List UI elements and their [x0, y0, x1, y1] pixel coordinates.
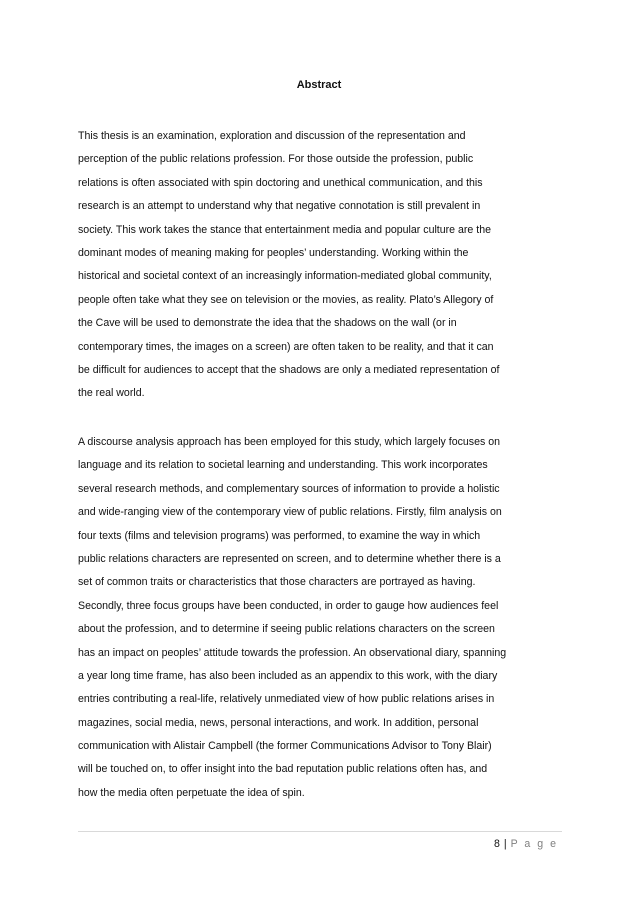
text-line: relations is often associated with spin doctoring and unethical communication, and this: [78, 176, 483, 189]
text-line: the real world.: [78, 387, 145, 400]
page-footer: [494, 836, 558, 852]
text-line: language and its relation to societal learning and understanding. This work incorporates: [78, 459, 488, 472]
text-line: perception of the public relations profession. For those outside the profession, public: [78, 153, 474, 166]
text-line: public relations characters are represented on screen, and to determine whether there is a: [78, 552, 501, 565]
text-line: contemporary times, the images on a screen) are often taken to be reality, and that it can: [78, 340, 494, 353]
text-line: about the profession, and to determine if seeing public relations characters on the screen: [78, 623, 495, 636]
text-line: historical and societal context of an increasingly information-mediated global community,: [78, 270, 492, 283]
text-line: This thesis is an examination, exploration and discussion of the representation and: [78, 130, 466, 142]
text-line: communication with Alistair Campbell (the former Communications Advisor to Tony Blair): [78, 740, 492, 753]
text-line: people often take what they see on television or the movies, as reality. Plato’s Allegory of: [78, 293, 494, 306]
text-line: research is an attempt to understand why that negative connotation is still prevalent in: [78, 200, 481, 213]
text-line: the Cave will be used to demonstrate the idea that the shadows on the wall (or in: [78, 317, 457, 330]
text-line: how the media often perpetuate the idea of spin.: [78, 786, 305, 799]
text-line: society. This work takes the stance that entertainment media and popular culture are the: [78, 223, 491, 236]
paragraph-1: [78, 125, 568, 406]
text-line: magazines, social media, news, personal interactions, and work. In addition, personal: [78, 716, 479, 729]
text-line: Secondly, three focus groups have been conducted, in order to gauge how audiences feel: [78, 599, 499, 612]
text-line: and wide-ranging view of the contemporary view of public relations. Firstly, film analysis on: [78, 506, 502, 519]
text-line: several research methods, and complementary sources of information to provide a holistic: [78, 482, 500, 495]
text-line: will be touched on, to offer insight into the bad reputation public relations often has, and: [78, 763, 488, 776]
page-label: P a g e: [510, 838, 558, 850]
page-number: 8: [493, 838, 500, 850]
text-line: A discourse analysis approach has been employed for this study, which largely focuses on: [78, 436, 501, 448]
abstract-heading: Abstract: [296, 79, 342, 91]
text-line: entries contributing a real-life, relatively unmediated view of how public relations arises in: [78, 693, 495, 706]
paragraph-2: [78, 431, 568, 805]
text-line: a year long time frame, has also been included as an appendix to this work, with the diary: [78, 669, 498, 682]
text-line: be difficult for audiences to accept that the shadows are only a mediated representation of: [78, 363, 500, 376]
footer-separator: |: [503, 838, 507, 850]
text-line: dominant modes of meaning making for peoples’ understanding. Working within the: [78, 246, 469, 259]
text-line: set of common traits or characteristics that those characters are portrayed as having.: [78, 576, 476, 589]
footer-divider: [78, 831, 562, 832]
text-line: four texts (films and television programs) was performed, to examine the way in which: [78, 529, 481, 542]
text-line: has an impact on peoples’ attitude towards the profession. An observational diary, spanning: [78, 646, 507, 659]
